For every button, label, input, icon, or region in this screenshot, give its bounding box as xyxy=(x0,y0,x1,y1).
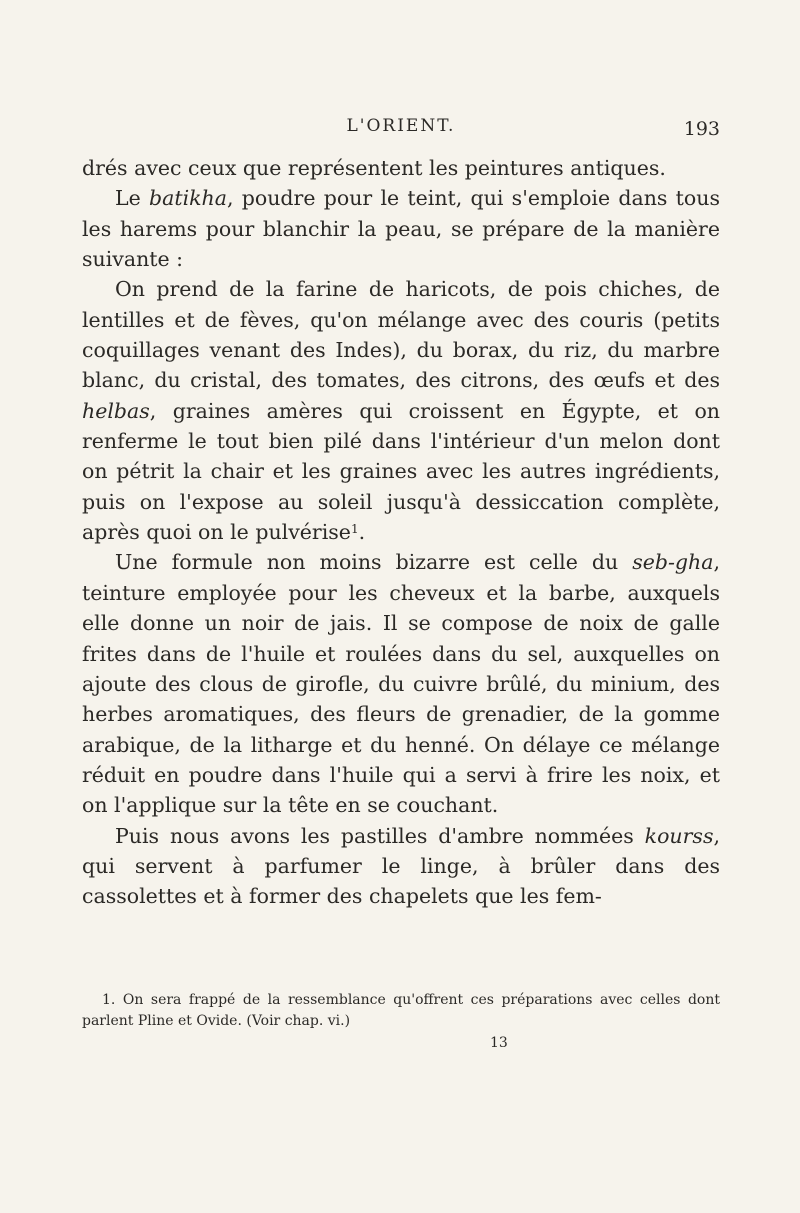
running-head: L'ORIENT. xyxy=(346,116,456,136)
signature-mark: 13 xyxy=(490,1035,508,1051)
paragraph xyxy=(82,821,720,912)
text-run: Le xyxy=(115,186,149,211)
text-run: , graines amères qui croissent en Égypte, et on renferme le tout bien pilé dans l'intérieur d'un melon dont on pétrit la chair et les graines avec les autres ingrédients, puis on l'expose au soleil jusqu'à dessiccation complète, après quoi on le pulvérise xyxy=(82,398,720,545)
text-run: , poudre pour le teint, qui s'emploie dans tous les harems pour blanchir la peau, se prépare de la manière suivante : xyxy=(82,186,720,272)
text-run: Une formule non moins bizarre est celle du xyxy=(115,550,633,575)
text-run: Puis nous avons les pastilles d'ambre nommées xyxy=(115,823,645,848)
paragraph xyxy=(82,547,720,820)
text-run: , teinture employée pour les cheveux et la barbe, auxquels elle donne un noir de jais. Il se compose de noix de galle frites dans de l'huile et roulées dans du sel, auxquelles on ajoute des clous de girofle, du cuivre brûlé, du minium, des herbes aromatiques, des fleurs de grenadier, de la gomme arabique, de la litharge et du henné. On délaye ce mélange réduit en poudre dans l'huile qui a servi à frire les noix, et on l'applique sur la tête en se couchant. xyxy=(82,550,720,818)
footnote: 1. On sera frappé de la ressemblance qu'offrent ces préparations avec celles dont parlent Pline et Ovide. (Voir chap. vi.) xyxy=(82,992,720,1029)
page-number: 193 xyxy=(683,118,720,140)
italic-term: helbas xyxy=(82,398,150,423)
paragraph xyxy=(82,183,720,274)
text-run: , qui servent à parfumer le linge, à brûler dans des cassolettes et à former des chapelets que les fem- xyxy=(82,823,720,909)
page-header xyxy=(82,116,720,142)
text-run: drés avec ceux que représentent les peintures antiques. xyxy=(82,156,666,180)
footnote-ref: 1 xyxy=(350,522,359,537)
italic-term: kourss xyxy=(644,823,714,848)
paragraph xyxy=(82,153,720,183)
paragraph xyxy=(82,274,720,547)
text-run: . xyxy=(358,520,366,545)
italic-term: seb-gha xyxy=(632,550,714,575)
italic-term: batikha xyxy=(149,186,227,211)
body-text xyxy=(82,153,720,912)
text-run: On prend de la farine de haricots, de pois chiches, de lentilles et de fèves, qu'on mélange avec des couris (petits coquillages venant des Indes), du borax, du riz, du marbre blanc, du cristal, des tomates, des citrons, des œufs et des xyxy=(82,277,720,393)
